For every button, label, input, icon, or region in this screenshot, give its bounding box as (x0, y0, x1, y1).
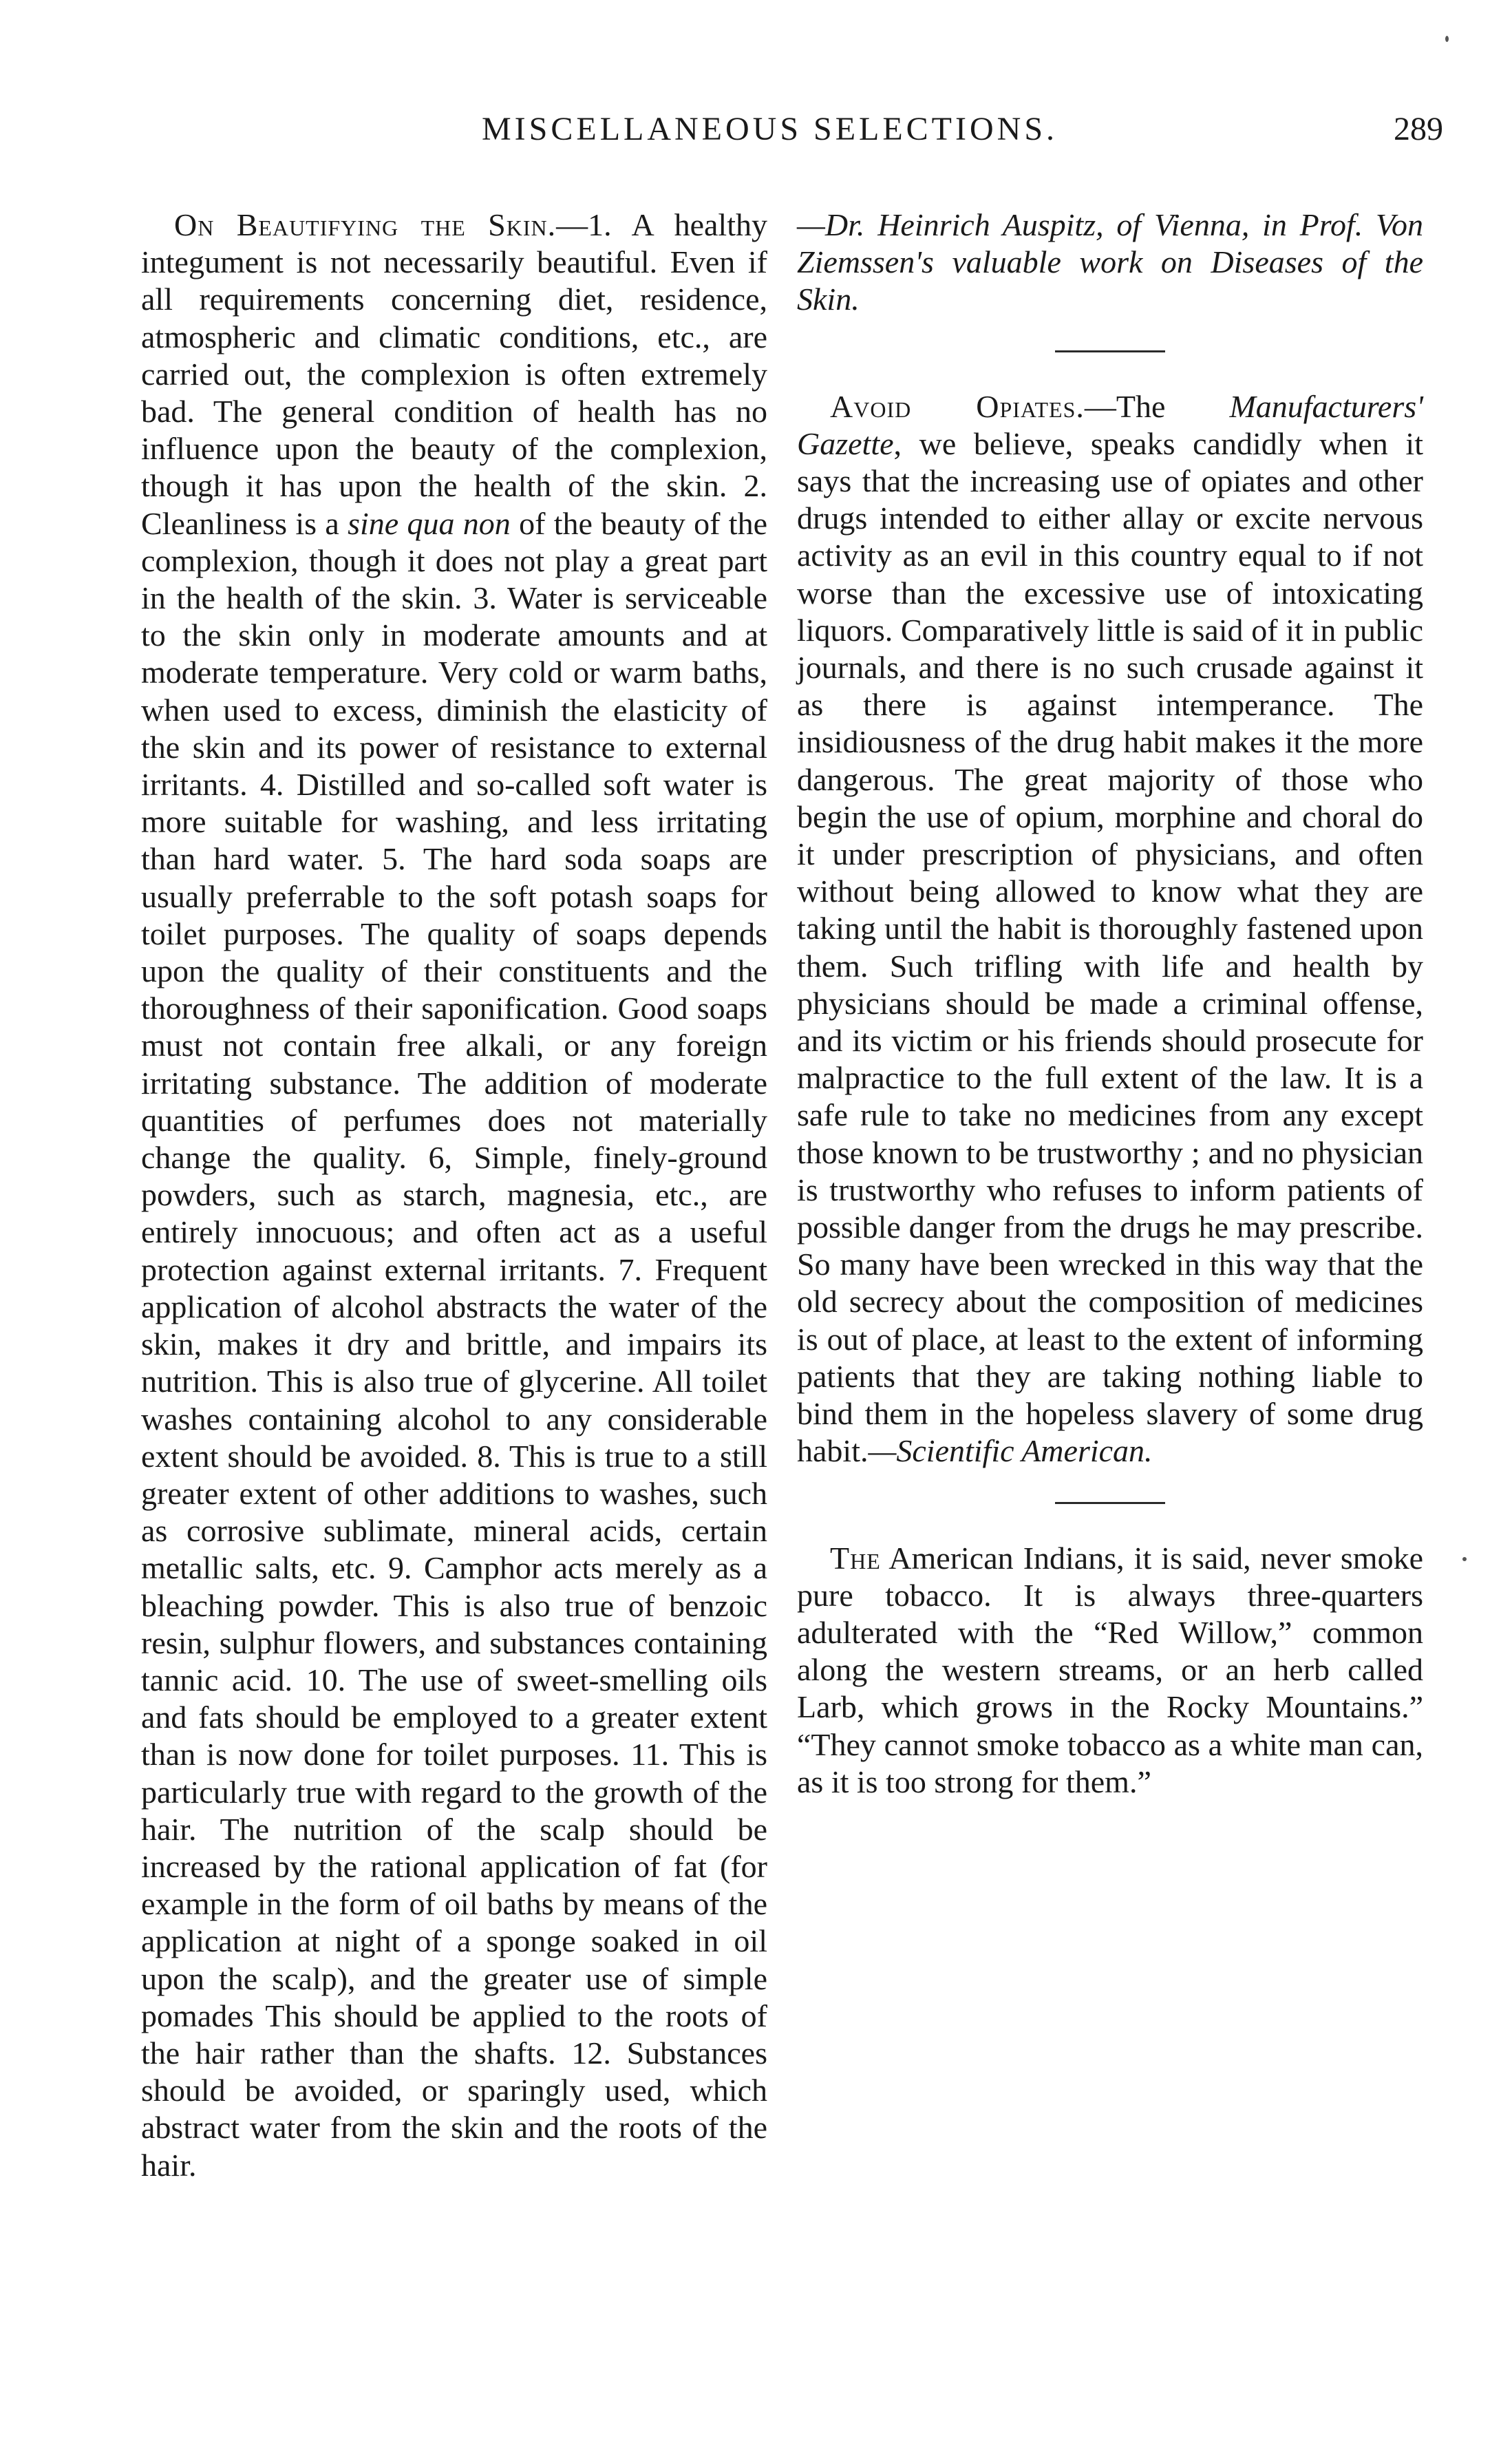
page-header (0, 110, 1512, 165)
article-title: Avoid Opiates. (830, 388, 1085, 424)
article-lead-word: The (830, 1540, 881, 1576)
article-lead: —The (1084, 388, 1230, 424)
article-beautifying-skin-part2 (797, 207, 1423, 319)
article-american-indians (797, 1540, 1423, 1801)
section-divider (1055, 1502, 1165, 1504)
page-number: 289 (1394, 111, 1443, 147)
article-beautifying-skin-part1 (141, 207, 767, 2184)
running-title: MISCELLANEOUS SELECTIONS. (482, 111, 1058, 147)
article-avoid-opiates (797, 388, 1423, 1470)
article-attribution: —Dr. Heinrich Auspitz, of Vienna, in Prof. Von Ziemssen's valuable work on Diseases of the Skin. (797, 207, 1423, 317)
article-body: American Indians, it is said, never smoke pure tobacco. It is always three-quarters adulterated with the “Red Willow,” common along the western streams, or an herb called Larb, which grows in the Rocky Mountains.” “They cannot smoke tobacco as a white man can, as it is too strong for them.” (797, 1540, 1423, 1799)
article-body: —1. A healthy integument is not necessarily beautiful. Even if all requirements concerning diet, residence, atmospheric and climatic conditions, etc., are carried out, the complexion is often extremely bad. The general condition of health has no influence upon the beauty of the complexion, though it has upon the health of the skin. 2. Cleanliness is a (141, 207, 767, 541)
left-column (141, 207, 767, 2184)
article-body-continued: of the beauty of the complexion, though it does not play a great part in the health of the skin. 3. Water is serviceable to the skin only in moderate amounts and at moderate temperature. Very cold or warm baths, when used to excess, diminish the elasticity of the skin and its power of resistance to external irritants. 4. Distilled and so-called soft water is more suitable for washing, and less irritating than hard water. 5. The hard soda soaps are usually preferrable to the soft potash soaps for toilet purposes. The quality of soaps depends upon the quality of their constituents and the thoroughness of their saponification. Good soaps must not contain free alkali, or any foreign irritating substance. The addition of moderate quantities of perfumes does not materially change the quality. 6, Simple, finely-ground powders, such as starch, magnesia, etc., are entirely innocuous; and often act as a useful protection against external irritants. 7. Frequent application of alcohol abstracts the water of the skin, makes it dry and brittle, and impairs its nutrition. This is also true of glycerine. All toilet washes containing alcohol to any considerable extent should be avoided. 8. This is true to a still greater extent of other additions to washes, such as corrosive sublimate, mineral acids, certain metallic salts, etc. 9. Camphor acts merely as a bleaching powder. This is also true of benzoic resin, sulphur flowers, and substances containing tannic acid. 10. The use of sweet-smelling oils and fats should be employed to a greater extent than is now done for toilet purposes. 11. This is particularly true with regard to the growth of the hair. The nutrition of the scalp should be increased by the rational application of fat (for example in the form of oil baths by means of the application at night of a sponge soaked in oil upon the scalp), and the greater use of simple pomades This should be applied to the roots of the hair rather than the shafts. 12. Substances should be avoided, or sparingly used, which abstract water from the skin and the roots of the hair. (141, 505, 767, 2183)
article-attribution: —Scientific American. (868, 1433, 1153, 1469)
article-body: , we believe, speaks candidly when it says that the increasing use of opiates and other drugs intended to either allay or excite nervous activity as an evil in this country equal to if not worse than the excessive use of intoxicating liquors. Comparatively little is said of it in public journals, and there is no such crusade against it as there is against intemperance. The insidiousness of the drug habit makes it the more dangerous. The great majority of those who begin the use of opium, morphine and choral do it under prescription of physicians, and often without being allowed to know what they are taking until the habit is thoroughly fastened upon them. Such trifling with life and health by physicians should be made a criminal offense, and its victim or his friends should prosecute for malpractice to the full extent of the law. It is a safe rule to take no medicines from any except those known to be trustworthy ; and no physician is trustworthy who refuses to inform patients of possible danger from the drugs he may prescribe. So many have been wrecked in this way that the old secrecy about the composition of medicines is out of place, at least to the extent of informing patients that they are taking nothing liable to bind them in the hopeless slavery of some drug habit. (797, 425, 1423, 1469)
margin-speck (1445, 36, 1449, 42)
article-title: On Beautifying the Skin. (174, 207, 557, 242)
section-divider (1055, 350, 1165, 352)
latin-phrase: sine qua non (348, 505, 511, 541)
publication-name: Manufacturers' Gazette (797, 388, 1423, 461)
right-column (797, 207, 1423, 1801)
margin-speck (1462, 1557, 1467, 1561)
